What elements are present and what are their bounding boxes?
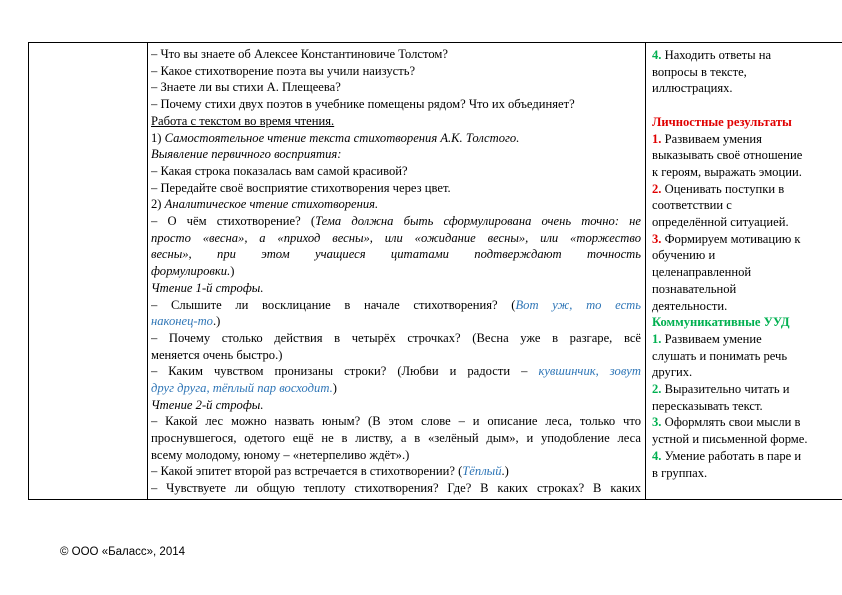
results-cell	[646, 43, 842, 500]
section-heading: Работа с текстом во время чтения.	[151, 113, 335, 128]
question-line: – Что вы знаете об Алексее Константиновиче Толстом?	[151, 47, 448, 61]
communicative-heading: Коммуникативные УУД	[652, 315, 790, 330]
stanza-heading: Чтение 1-й строфы.	[151, 280, 264, 295]
lesson-table	[28, 42, 842, 500]
question-line: – Какой эпитет второй раз встречается в стихотворении? (Тёплый.)	[151, 464, 509, 479]
question-line: – Какая строка показалась вам самой красивой?	[151, 163, 408, 178]
result-item: 2. Выразительно читать и	[652, 382, 790, 397]
result-line: слушать и понимать речь	[652, 348, 788, 363]
step-number: 2)	[151, 197, 165, 212]
result-line: обучению и	[652, 248, 716, 263]
question-line: просто «весна», а «приход весны», или «ожидание весны», или «торжество	[151, 230, 641, 245]
result-item: 1. Развиваем умения	[652, 131, 762, 146]
question-line: – Какое стихотворение поэта вы учили наизусть?	[151, 63, 416, 78]
step-title: Самостоятельное чтение текста стихотворения А.К. Толстого.	[164, 130, 520, 145]
result-line: познавательной	[652, 281, 737, 296]
result-line: пересказывать текст.	[652, 398, 763, 413]
stage-column-cell	[29, 43, 148, 500]
step-subtitle: Выявление первичного восприятия:	[151, 147, 342, 162]
question-line: формулировки.)	[151, 264, 235, 279]
question-line: – Чувствуете ли общую теплоту стихотворения? Где? В каких строках? В каких	[151, 481, 641, 496]
step-line	[151, 196, 641, 213]
result-item: 3. Формируем мотивацию к	[652, 231, 801, 246]
result-line: соответствии с	[652, 198, 732, 213]
question-line: – Какой лес можно назвать юным? (В этом слове – и описание леса, только что	[151, 414, 641, 429]
result-item: 4. Находить ответы на	[652, 48, 772, 62]
result-line: устной и письменной форме.	[652, 432, 808, 447]
question-line: – Слышите ли восклицание в начале стихотворения? (Вот уж, то есть	[151, 297, 641, 312]
result-item: 2. Оценивать поступки в	[652, 181, 785, 196]
question-line: – Почему столько действия в четырёх строчках? (Весна уже в разгаре, всё	[151, 330, 641, 345]
result-line: к героям, выражать эмоции.	[652, 164, 802, 179]
question-line: друг друга, тёплый пар восходит.)	[151, 380, 337, 395]
question-line: – Знаете ли вы стихи А. Плещеева?	[151, 80, 341, 95]
teacher-activity-cell	[148, 43, 646, 500]
personal-results-heading: Личностные результаты	[652, 114, 792, 129]
result-line: выказывать своё отношение	[652, 148, 803, 163]
step-line	[151, 130, 641, 147]
result-line: других.	[652, 365, 693, 380]
step-number: 1)	[151, 130, 165, 145]
result-line: определённой ситуацией.	[652, 215, 789, 230]
question-line: наконец-то.)	[151, 314, 221, 329]
question-line: весны», при этом учащиеся цитатами подтверждают точность	[151, 247, 641, 262]
result-line: иллюстрациях.	[652, 81, 733, 96]
question-line: всему молодому, юному – «нетерпеливо ждёт».)	[151, 447, 410, 462]
result-line: целенаправленной	[652, 265, 752, 280]
result-item: 4. Умение работать в паре и	[652, 448, 802, 463]
result-item: 3. Оформлять свои мысли в	[652, 415, 801, 430]
question-line: меняется очень быстро.)	[151, 347, 283, 362]
question-line: – Передайте своё восприятие стихотворения через цвет.	[151, 180, 451, 195]
table-row	[29, 43, 842, 500]
result-line: вопросы в тексте,	[652, 64, 747, 79]
spacer	[652, 97, 838, 114]
result-item: 1. Развиваем умение	[652, 331, 762, 346]
step-title: Аналитическое чтение стихотворения.	[164, 197, 379, 212]
question-line: – Каким чувством пронизаны строки? (Любви и радости – кувшинчик, зовут	[151, 364, 641, 379]
result-line: в группах.	[652, 465, 708, 480]
question-line: – О чём стихотворение? (Тема должна быть сформулирована очень точно: не	[151, 214, 641, 229]
stanza-heading: Чтение 2-й строфы.	[151, 397, 264, 412]
result-line: деятельности.	[652, 298, 728, 313]
question-line: – Почему стихи двух поэтов в учебнике помещены рядом? Что их объединяет?	[151, 97, 575, 112]
copyright-footer: © ООО «Баласс», 2014	[60, 546, 186, 558]
question-line: проснувшегося, одетого ещё не в листву, а в «зелёный дым», и уподобление леса	[151, 431, 641, 446]
